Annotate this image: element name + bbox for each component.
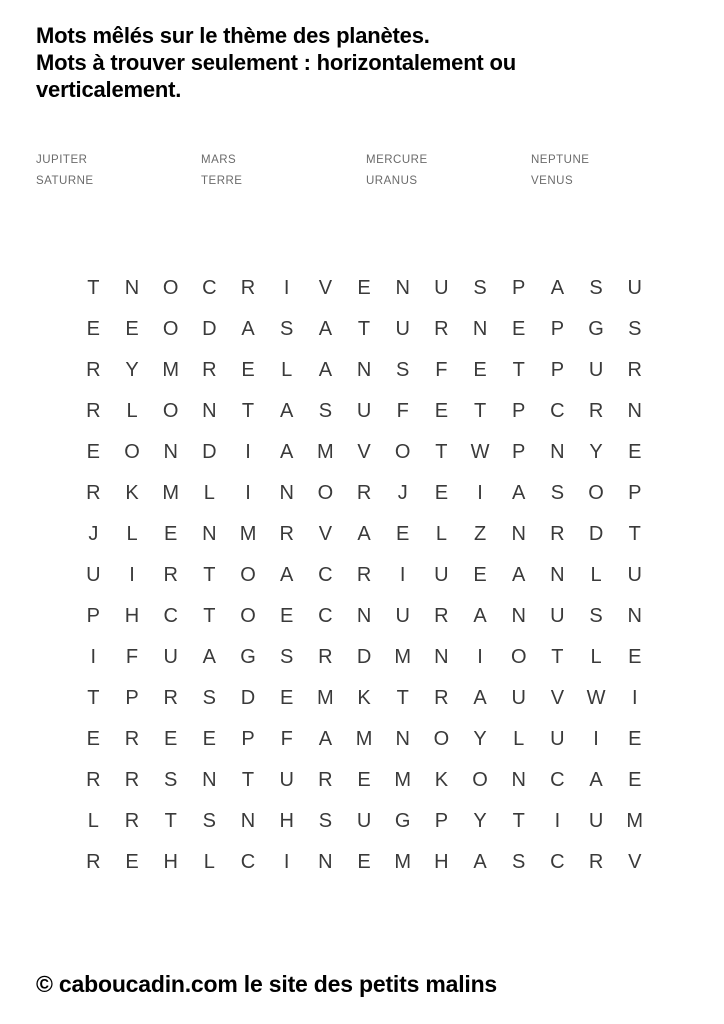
grid-cell[interactable]: V (357, 441, 371, 463)
grid-cell[interactable]: R (318, 769, 333, 791)
grid-cell[interactable]: L (281, 359, 293, 381)
grid-cell[interactable]: K (434, 769, 449, 791)
grid-cell[interactable]: N (627, 400, 642, 422)
footer-credit: © caboucadin.com le site des petits malins (36, 971, 498, 997)
word-item: JUPITER (36, 154, 88, 166)
grid-cell[interactable]: E (628, 769, 642, 791)
grid-cell[interactable]: R (124, 769, 140, 791)
grid-cell[interactable]: N (279, 482, 294, 504)
grid-cell[interactable]: E (396, 523, 410, 545)
grid-cell[interactable]: T (87, 687, 100, 709)
grid-row (74, 350, 654, 391)
grid-cell[interactable]: D (356, 646, 372, 668)
grid-cell[interactable]: F (435, 359, 448, 381)
grid-cell[interactable]: A (280, 564, 294, 586)
grid-cell[interactable]: U (434, 277, 449, 299)
grid-cell[interactable]: V (318, 523, 333, 545)
grid-cell[interactable]: P (241, 728, 255, 750)
grid-cell[interactable]: N (550, 441, 565, 463)
grid-cell[interactable]: N (395, 277, 410, 299)
grid-cell[interactable]: P (628, 482, 642, 504)
grid-cell[interactable]: R (356, 564, 372, 586)
grid-cell[interactable]: C (550, 851, 565, 873)
grid-cell[interactable]: C (240, 851, 256, 873)
grid-cell[interactable]: A (357, 523, 371, 545)
grid-cell[interactable]: N (124, 277, 140, 299)
grid-cell[interactable]: E (164, 728, 178, 750)
grid-cell[interactable]: U (627, 277, 642, 299)
grid-cell[interactable]: O (124, 441, 140, 463)
grid-cell[interactable]: A (318, 728, 333, 750)
grid-cell[interactable]: A (512, 564, 526, 586)
grid-cell[interactable]: I (283, 277, 290, 299)
grid-cell[interactable]: T (87, 277, 100, 299)
grid-cell[interactable]: E (202, 728, 217, 750)
grid-cell[interactable]: E (357, 851, 371, 873)
grid-cell[interactable]: N (472, 318, 488, 340)
grid-cell[interactable]: L (203, 851, 215, 873)
grid-cell[interactable]: U (434, 564, 449, 586)
grid-cell[interactable]: A (512, 482, 526, 504)
grid-cell[interactable]: A (473, 851, 487, 873)
grid-cell[interactable]: T (241, 400, 255, 422)
grid-cell[interactable]: E (86, 728, 100, 750)
grid-cell[interactable]: D (588, 523, 604, 545)
grid-row (74, 842, 654, 883)
grid-cell[interactable]: I (477, 646, 483, 668)
grid-row (74, 678, 654, 719)
grid-cell[interactable]: O (162, 400, 179, 422)
grid-cell[interactable]: R (124, 810, 140, 832)
grid-cell[interactable]: C (318, 564, 333, 586)
grid-row (74, 391, 654, 432)
grid-cell[interactable]: N (434, 646, 449, 668)
grid-cell[interactable]: S (164, 769, 178, 791)
grid-cell[interactable]: E (86, 318, 100, 340)
grid-cell[interactable]: E (357, 277, 371, 299)
grid-cell[interactable]: M (162, 359, 180, 381)
grid-cell[interactable]: M (162, 482, 180, 504)
grid-cell[interactable]: E (512, 318, 526, 340)
grid-cell[interactable]: N (627, 605, 642, 627)
grid-cell[interactable]: V (550, 687, 565, 709)
grid-cell[interactable]: N (550, 564, 565, 586)
grid-cell[interactable]: U (395, 605, 410, 627)
grid-cell[interactable]: L (590, 646, 602, 668)
grid-cell[interactable]: S (318, 810, 333, 832)
grid-cell[interactable]: H (124, 605, 140, 627)
grid-cell[interactable]: P (434, 810, 449, 832)
grid-cell[interactable]: R (279, 523, 294, 545)
grid-cell[interactable]: O (472, 769, 488, 791)
grid-cell[interactable]: M (394, 769, 412, 791)
grid-row (74, 801, 654, 842)
grid-row (74, 760, 654, 801)
grid-row (74, 637, 654, 678)
grid-cell[interactable]: S (202, 810, 217, 832)
grid-cell[interactable]: I (90, 646, 97, 668)
grid-cell[interactable]: S (396, 359, 410, 381)
grid-cell[interactable]: O (317, 482, 334, 504)
grid-cell[interactable]: A (241, 318, 255, 340)
title-line-2: Mots à trouver seulement : horizontalement ou (36, 50, 516, 75)
grid-cell[interactable]: S (512, 851, 526, 873)
word-item: SATURNE (36, 175, 94, 187)
grid-cell[interactable]: N (163, 441, 178, 463)
grid-cell[interactable]: S (589, 277, 603, 299)
word-list (36, 150, 696, 192)
grid-cell[interactable]: S (473, 277, 487, 299)
grid-cell[interactable]: T (473, 400, 487, 422)
grid-cell[interactable]: N (511, 769, 526, 791)
grid-cell[interactable]: U (627, 564, 642, 586)
grid-cell[interactable]: Y (473, 810, 487, 832)
grid-cell[interactable]: I (245, 482, 251, 504)
grid-cell[interactable]: E (473, 564, 487, 586)
grid-cell[interactable]: W (470, 441, 490, 463)
grid-cell[interactable]: U (511, 687, 526, 709)
grid-cell[interactable]: V (628, 851, 642, 873)
grid-cell[interactable]: S (628, 318, 642, 340)
grid-cell[interactable]: L (590, 564, 602, 586)
grid-cell[interactable]: O (510, 646, 527, 668)
grid-cell[interactable]: K (357, 687, 371, 709)
word-column-3 (366, 150, 531, 192)
grid-cell[interactable]: A (589, 769, 603, 791)
word-column-2 (201, 150, 366, 192)
grid-cell[interactable]: I (129, 564, 135, 586)
grid-cell[interactable]: N (511, 605, 526, 627)
grid-cell[interactable]: D (240, 687, 256, 709)
grid-cell[interactable]: E (125, 318, 139, 340)
grid-row (74, 719, 654, 760)
grid-cell[interactable]: A (550, 277, 565, 299)
grid-cell[interactable]: T (628, 523, 641, 545)
word-column-4 (531, 150, 696, 192)
grid-cell[interactable]: P (512, 277, 526, 299)
grid-cell[interactable]: L (126, 523, 138, 545)
grid-cell[interactable]: S (318, 400, 333, 422)
grid-cell[interactable]: N (202, 400, 217, 422)
grid-cell[interactable]: P (86, 605, 100, 627)
grid-cell[interactable]: H (279, 810, 294, 832)
grid-cell[interactable]: R (434, 605, 449, 627)
grid-cell[interactable]: R (86, 482, 101, 504)
grid-cell[interactable]: E (434, 400, 449, 422)
grid-cell[interactable]: P (512, 400, 526, 422)
grid-cell[interactable]: I (245, 441, 251, 463)
grid-cell[interactable]: E (125, 851, 139, 873)
grid-cell[interactable]: T (551, 646, 564, 668)
grid-cell[interactable]: G (394, 810, 411, 832)
grid-cell[interactable]: E (280, 605, 294, 627)
grid-row (74, 432, 654, 473)
grid-cell[interactable]: S (280, 646, 294, 668)
grid-cell[interactable]: E (280, 687, 294, 709)
grid-cell[interactable]: U (550, 605, 565, 627)
grid-cell[interactable]: M (394, 646, 412, 668)
grid-cell[interactable]: C (550, 400, 565, 422)
grid-cell[interactable]: M (317, 687, 334, 709)
grid-cell[interactable]: R (240, 277, 256, 299)
grid-cell[interactable]: P (550, 318, 565, 340)
grid-cell[interactable]: O (240, 605, 256, 627)
grid-cell[interactable]: I (283, 851, 290, 873)
grid-row (74, 309, 654, 350)
grid-cell[interactable]: Z (473, 523, 487, 545)
grid-cell[interactable]: Y (589, 441, 603, 463)
grid-cell[interactable]: U (86, 564, 101, 586)
grid-cell[interactable]: S (280, 318, 294, 340)
grid-cell[interactable]: C (550, 769, 565, 791)
grid-cell[interactable]: O (588, 482, 604, 504)
grid-cell[interactable]: E (357, 769, 371, 791)
grid-cell[interactable]: K (125, 482, 139, 504)
grid-cell[interactable]: F (396, 400, 409, 422)
grid-cell[interactable]: E (473, 359, 487, 381)
grid-cell[interactable]: H (434, 851, 449, 873)
page-title (36, 22, 696, 103)
grid-cell[interactable]: U (163, 646, 178, 668)
word-item: URANUS (366, 175, 418, 187)
grid-cell[interactable]: I (631, 687, 638, 709)
grid-cell[interactable]: D (202, 441, 217, 463)
grid-cell[interactable]: N (356, 359, 372, 381)
grid-cell[interactable]: R (163, 687, 178, 709)
word-search-grid (74, 268, 654, 883)
grid-row (74, 473, 654, 514)
grid-cell[interactable]: C (163, 605, 178, 627)
grid-cell[interactable]: R (318, 646, 333, 668)
grid-cell[interactable]: N (395, 728, 410, 750)
grid-cell[interactable]: F (125, 646, 139, 668)
grid-cell[interactable]: T (435, 441, 448, 463)
grid-cell[interactable]: R (202, 359, 217, 381)
grid-cell[interactable]: P (550, 359, 565, 381)
grid-cell[interactable]: U (356, 400, 372, 422)
grid-cell[interactable]: G (588, 318, 604, 340)
grid-cell[interactable]: T (203, 605, 216, 627)
grid-cell[interactable]: P (512, 441, 526, 463)
grid-cell[interactable]: O (433, 728, 450, 750)
word-item: MERCURE (366, 154, 428, 166)
grid-cell[interactable]: A (473, 687, 487, 709)
grid-cell[interactable]: R (588, 400, 604, 422)
grid-cell[interactable]: T (512, 359, 525, 381)
grid-cell[interactable]: V (318, 277, 333, 299)
grid-cell[interactable]: O (162, 318, 179, 340)
grid-cell[interactable]: R (163, 564, 178, 586)
grid-cell[interactable]: R (86, 400, 101, 422)
grid-cell[interactable]: U (550, 728, 565, 750)
grid-cell[interactable]: R (124, 728, 140, 750)
grid-cell[interactable]: U (395, 318, 410, 340)
grid-cell[interactable]: U (279, 769, 294, 791)
word-item: NEPTUNE (531, 154, 590, 166)
grid-cell[interactable]: T (203, 564, 216, 586)
grid-cell[interactable]: N (318, 851, 333, 873)
grid-cell[interactable]: I (554, 810, 561, 832)
grid-cell[interactable]: I (593, 728, 599, 750)
grid-cell[interactable]: W (586, 687, 606, 709)
grid-cell[interactable]: J (397, 482, 408, 504)
grid-cell[interactable]: N (356, 605, 372, 627)
grid-cell[interactable]: U (588, 359, 604, 381)
grid-cell[interactable]: E (628, 441, 642, 463)
grid-cell[interactable]: U (356, 810, 372, 832)
grid-cell[interactable]: P (125, 687, 139, 709)
grid-cell[interactable]: E (86, 441, 100, 463)
grid-cell[interactable]: T (357, 318, 371, 340)
grid-cell[interactable]: J (88, 523, 99, 545)
grid-cell[interactable]: R (627, 359, 642, 381)
title-line-1: Mots mêlés sur le thème des planètes. (36, 23, 430, 48)
grid-row (74, 596, 654, 637)
grid-cell[interactable]: T (396, 687, 409, 709)
grid-cell[interactable]: R (588, 851, 604, 873)
grid-cell[interactable]: S (202, 687, 217, 709)
grid-cell[interactable]: E (628, 728, 642, 750)
grid-cell[interactable]: M (355, 728, 373, 750)
grid-cell[interactable]: R (434, 687, 449, 709)
grid-cell[interactable]: S (589, 605, 603, 627)
grid-cell[interactable]: M (626, 810, 644, 832)
word-item: TERRE (201, 175, 243, 187)
grid-cell[interactable]: T (164, 810, 177, 832)
grid-cell[interactable]: N (202, 769, 217, 791)
grid-cell[interactable]: R (86, 769, 101, 791)
grid-row (74, 514, 654, 555)
grid-cell[interactable]: R (550, 523, 565, 545)
grid-cell[interactable]: O (240, 564, 256, 586)
grid-cell[interactable]: A (202, 646, 217, 668)
grid-cell[interactable]: N (511, 523, 526, 545)
word-item: MARS (201, 154, 237, 166)
grid-row (74, 555, 654, 596)
grid-cell[interactable]: R (86, 851, 101, 873)
grid-cell[interactable]: T (241, 769, 255, 791)
grid-row (74, 268, 654, 309)
grid-cell[interactable]: G (240, 646, 256, 668)
grid-cell[interactable]: R (434, 318, 449, 340)
grid-cell[interactable]: A (280, 441, 294, 463)
grid-cell[interactable]: A (473, 605, 487, 627)
grid-cell[interactable]: I (399, 564, 406, 586)
grid-cell[interactable]: H (163, 851, 178, 873)
grid-cell[interactable]: L (435, 523, 447, 545)
grid-cell[interactable]: C (202, 277, 217, 299)
grid-cell[interactable]: Y (125, 359, 139, 381)
grid-cell[interactable]: E (434, 482, 449, 504)
grid-cell[interactable]: I (477, 482, 483, 504)
grid-cell[interactable]: N (202, 523, 217, 545)
grid-cell[interactable]: Y (473, 728, 487, 750)
grid-cell[interactable]: M (317, 441, 334, 463)
grid-cell[interactable]: C (318, 605, 333, 627)
grid-cell[interactable]: A (318, 318, 333, 340)
grid-cell[interactable]: D (202, 318, 217, 340)
grid-cell[interactable]: A (280, 400, 294, 422)
grid-cell[interactable]: A (318, 359, 333, 381)
grid-cell[interactable]: R (86, 359, 101, 381)
grid-cell[interactable]: L (203, 482, 215, 504)
grid-cell[interactable]: M (394, 851, 412, 873)
grid-cell[interactable]: L (513, 728, 525, 750)
grid-cell[interactable]: S (550, 482, 565, 504)
grid-cell[interactable]: M (239, 523, 257, 545)
title-line-3: verticalement. (36, 77, 182, 102)
grid-cell[interactable]: R (356, 482, 372, 504)
grid-cell[interactable]: F (280, 728, 293, 750)
word-column-1 (36, 150, 201, 192)
grid-cell[interactable]: U (588, 810, 604, 832)
word-item: VENUS (531, 175, 574, 187)
grid-cell[interactable]: E (164, 523, 178, 545)
grid-cell[interactable]: T (512, 810, 525, 832)
grid-cell[interactable]: E (241, 359, 255, 381)
grid-cell[interactable]: L (126, 400, 138, 422)
grid-cell[interactable]: E (628, 646, 642, 668)
grid-cell[interactable]: N (240, 810, 256, 832)
grid-cell[interactable]: O (162, 277, 179, 299)
grid-cell[interactable]: L (87, 810, 99, 832)
grid-cell[interactable]: O (394, 441, 411, 463)
